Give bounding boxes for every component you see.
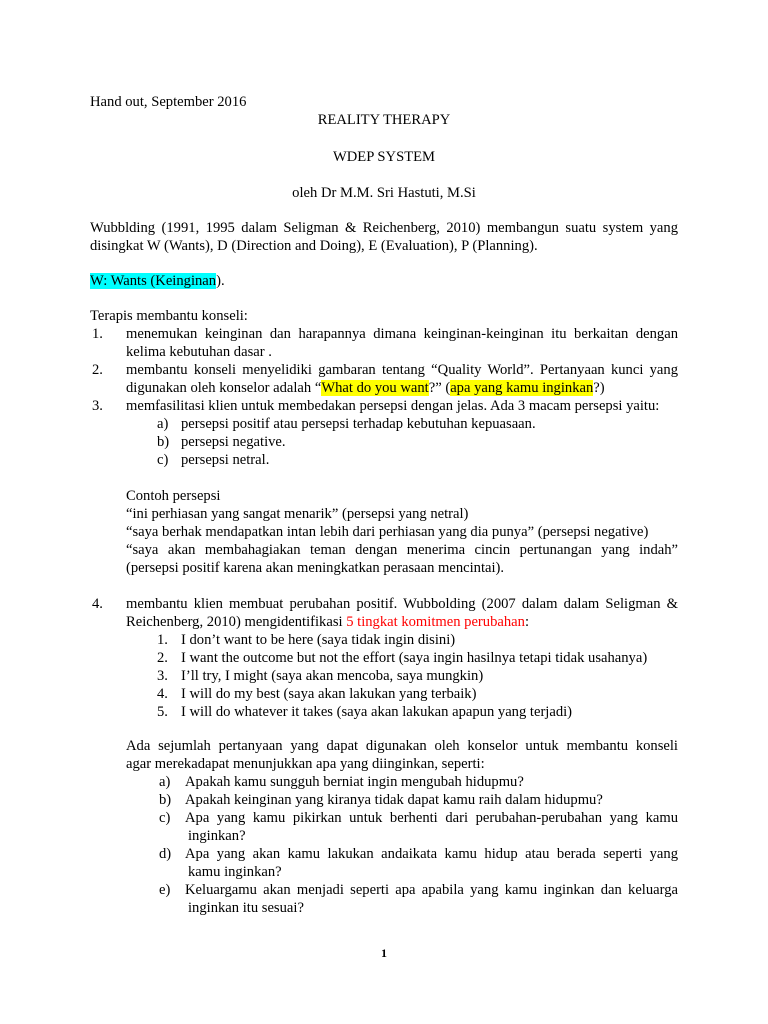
question-text: Apakah kamu sungguh berniat ingin mengubah hidupmu?: [185, 774, 524, 790]
list-number: 1.: [92, 326, 103, 342]
list-number: 4.: [92, 596, 103, 612]
commitment-levels-red-text: 5 tingkat komitmen perubahan: [346, 614, 525, 630]
list-item-4-line-2: [126, 613, 529, 631]
question-text-continued: inginkan itu sesuai?: [188, 900, 304, 916]
example-line: (persepsi positif karena akan meningkatkan perasaan mencintai).: [126, 560, 505, 576]
wants-heading-highlight: W: Wants (Keinginan: [90, 273, 217, 289]
question-mark: b): [159, 792, 172, 808]
list-item-4-line-1: membantu klien membuat perubahan positif. Wubbolding (2007 dalam dalam Seligman &: [126, 596, 678, 612]
text-run: ?): [593, 380, 605, 396]
highlight-what-do-you-want: What do you want: [321, 380, 429, 396]
text-run: Reichenberg, 2010) mengidentifikasi: [126, 614, 347, 630]
list-item-3-line-1: memfasilitasi klien untuk membedakan persepsi dengan jelas. Ada 3 macam persepsi yaitu:: [126, 398, 660, 414]
list-number: 3.: [92, 398, 103, 414]
sub-item-mark: b): [157, 434, 170, 450]
wants-heading-tail: ).: [216, 273, 225, 289]
sub-item-text: persepsi negative.: [181, 434, 286, 450]
list-number: 2.: [92, 362, 103, 378]
example-line: “saya akan membahagiakan teman dengan menerima cincin pertunangan yang indah”: [126, 542, 678, 558]
questions-lead-line-2: agar merekadapat menunjukkan apa yang diinginkan, seperti:: [126, 756, 485, 772]
helps-lead: Terapis membantu konseli:: [90, 308, 248, 324]
list-item-1-line-2: kelima kebutuhan dasar .: [126, 344, 272, 360]
intro-line-2: disingkat W (Wants), D (Direction and Doing), E (Evaluation), P (Planning).: [90, 238, 538, 254]
question-text: Apa yang akan kamu lakukan andaikata kamu hidup atau berada seperti yang: [185, 846, 678, 862]
level-text: I don’t want to be here (saya tidak ingin disini): [181, 632, 456, 648]
wants-heading: [90, 272, 225, 290]
sub-item-mark: a): [157, 416, 169, 432]
page-number: 1: [381, 946, 387, 960]
document-title: REALITY THERAPY: [317, 112, 451, 128]
document-author: oleh Dr M.M. Sri Hastuti, M.Si: [292, 185, 476, 201]
level-number: 1.: [157, 632, 168, 648]
list-item-2-line-1: membantu konseli menyelidiki gambaran tentang “Quality World”. Pertanyaan kunci yang: [126, 362, 678, 378]
text-run: :: [524, 614, 529, 630]
level-number: 4.: [157, 686, 168, 702]
level-number: 2.: [157, 650, 168, 666]
level-text: I will do whatever it takes (saya akan lakukan apapun yang terjadi): [181, 704, 573, 720]
level-number: 5.: [157, 704, 168, 720]
text-run: digunakan oleh konselor adalah “: [126, 380, 322, 396]
highlight-apa-yang-kamu-inginkan: apa yang kamu inginkan: [450, 380, 594, 396]
question-text: Apa yang kamu pikirkan untuk berhenti dari perubahan-perubahan yang kamu: [185, 810, 678, 826]
sub-item-mark: c): [157, 452, 169, 468]
question-text-continued: kamu inginkan?: [188, 864, 282, 880]
example-line: “saya berhak mendapatkan intan lebih dari perhiasan yang dia punya” (persepsi negative): [126, 524, 649, 540]
handout-date: Hand out, September 2016: [90, 94, 247, 110]
list-item-2-line-2: [126, 379, 605, 397]
questions-lead-line-1: Ada sejumlah pertanyaan yang dapat digunakan oleh konselor untuk membantu konseli: [126, 738, 678, 754]
document-subtitle: WDEP SYSTEM: [332, 149, 436, 165]
intro-line-1: Wubblding (1991, 1995 dalam Seligman & Reichenberg, 2010) membangun suatu system yang: [90, 220, 678, 236]
text-run: ?” (: [428, 380, 451, 396]
question-mark: a): [159, 774, 171, 790]
sub-item-text: persepsi positif atau persepsi terhadap kebutuhan kepuasaan.: [181, 416, 536, 432]
question-text-continued: inginkan?: [188, 828, 246, 844]
sub-item-text: persepsi netral.: [181, 452, 270, 468]
question-mark: c): [159, 810, 171, 826]
question-text: Apakah keinginan yang kiranya tidak dapat kamu raih dalam hidupmu?: [185, 792, 603, 808]
level-number: 3.: [157, 668, 168, 684]
question-text: Keluargamu akan menjadi seperti apa apabila yang kamu inginkan dan keluarga: [185, 882, 678, 898]
list-item-1-line-1: menemukan keinginan dan harapannya dimana keinginan-keinginan itu berkaitan dengan: [126, 326, 678, 342]
question-mark: d): [159, 846, 172, 862]
examples-heading: Contoh persepsi: [126, 488, 221, 504]
question-mark: e): [159, 882, 171, 898]
level-text: I will do my best (saya akan lakukan yang terbaik): [181, 686, 477, 702]
level-text: I want the outcome but not the effort (saya ingin hasilnya tetapi tidak usahanya): [181, 650, 648, 666]
example-line: “ini perhiasan yang sangat menarik” (persepsi yang netral): [126, 506, 469, 522]
level-text: I’ll try, I might (saya akan mencoba, saya mungkin): [181, 668, 484, 684]
